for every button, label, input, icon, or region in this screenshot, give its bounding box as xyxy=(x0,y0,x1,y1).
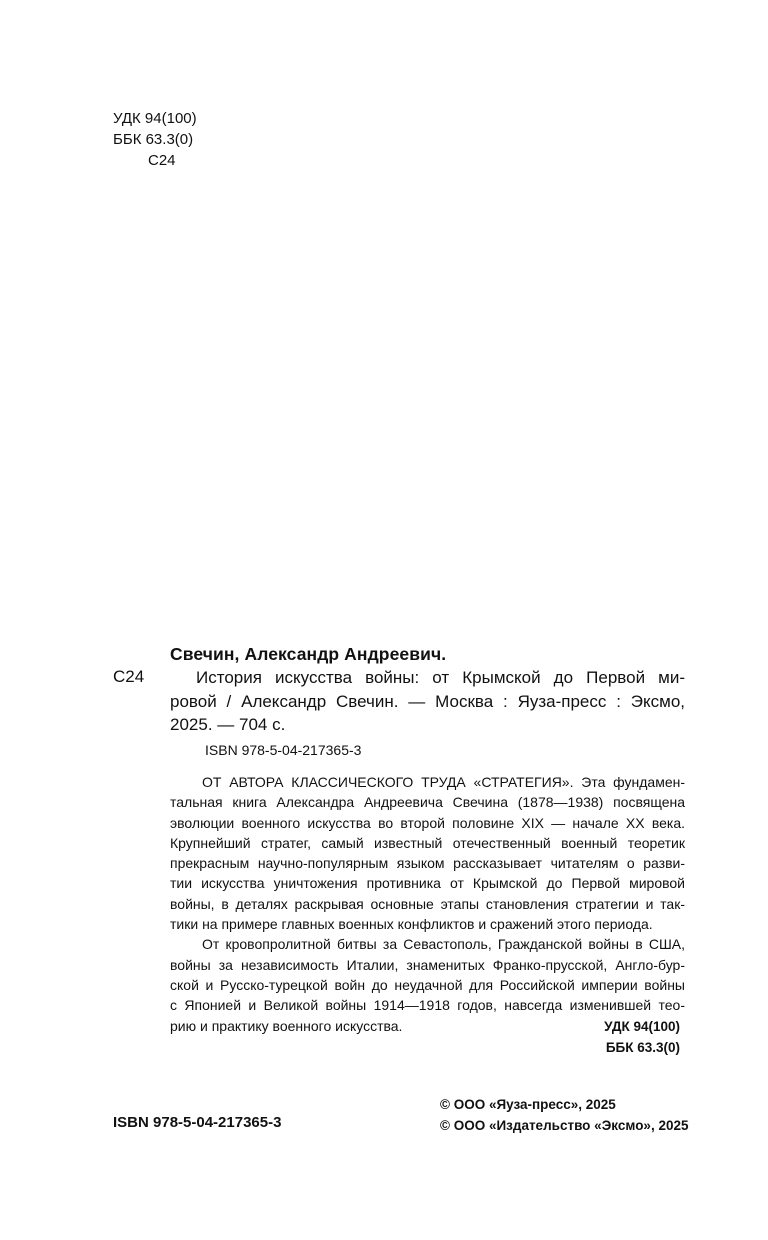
annotation-paragraph-1 xyxy=(170,772,685,934)
annotation-line: войны за независимость Италии, знаменитых Франко-прусской, Англо-бур- xyxy=(170,956,685,973)
annotation-line: тальная книга Александра Андреевича Свечина (1878—1938) посвящена xyxy=(170,794,685,811)
title-line: 2025. — 704 с. xyxy=(170,715,286,734)
copyright-line: © ООО «Издательство «Эксмо», 2025 xyxy=(440,1117,689,1133)
annotation-line: рию и практику военного искусства. xyxy=(170,1017,403,1034)
top-classification-codes xyxy=(113,108,197,171)
annotation xyxy=(170,772,685,1036)
annotation-line: Крупнейший стратег, самый известный отечественный военный теоретик xyxy=(170,834,685,851)
udk-code: УДК 94(100) xyxy=(604,1019,680,1034)
annotation-line: прекрасным научно-популярным языком рассказывает читателям о разви- xyxy=(170,855,685,872)
catalog-card xyxy=(170,642,685,737)
annotation-line: тии искусства уничтожения противника от Крымской до Первой мировой xyxy=(170,875,685,892)
annotation-line: эволюции военного искусства во второй половине XIX — начале XX века. xyxy=(170,814,685,831)
title-line: История искусства войны: от Крымской до Первой ми- xyxy=(196,668,685,687)
title-line: ровой / Александр Свечин. — Москва : Яуза-пресс : Эксмо, xyxy=(170,691,685,711)
udk-code: УДК 94(100) xyxy=(113,110,197,127)
copyright-line: © ООО «Яуза-пресс», 2025 xyxy=(440,1097,616,1112)
annotation-line: От кровопролитной битвы за Севастополь, Гражданской войны в США, xyxy=(202,936,685,953)
title-record xyxy=(170,666,685,737)
bbk-code: ББК 63.3(0) xyxy=(605,1039,680,1055)
author-heading: Свечин, Александр Андреевич. xyxy=(170,644,447,664)
annotation-line: с Японией и Великой войны 1914—1918 годов, навсегда изменившей тео- xyxy=(170,997,685,1014)
annotation-line: войны, в деталях раскрывая основные этапы становления стратегии и так- xyxy=(170,895,685,912)
card-isbn: ISBN 978-5-04-217365-3 xyxy=(205,742,362,758)
card-author-mark: С24 xyxy=(113,667,145,686)
author-mark-code: С24 xyxy=(148,152,176,169)
footer-isbn: ISBN 978-5-04-217365-3 xyxy=(113,1114,282,1131)
bottom-classification-codes xyxy=(560,1017,680,1058)
annotation-line: ской и Русско-турецкой войн до неудачной для Российской империи войны xyxy=(170,976,685,993)
copyright-block xyxy=(440,1095,688,1136)
bbk-code: ББК 63.3(0) xyxy=(113,131,194,148)
annotation-line: тики на примере главных военных конфликтов и сражений этого периода. xyxy=(170,916,653,933)
annotation-line: ОТ АВТОРА КЛАССИЧЕСКОГО ТРУДА «СТРАТЕГИЯ». Эта фундамен- xyxy=(202,774,685,790)
